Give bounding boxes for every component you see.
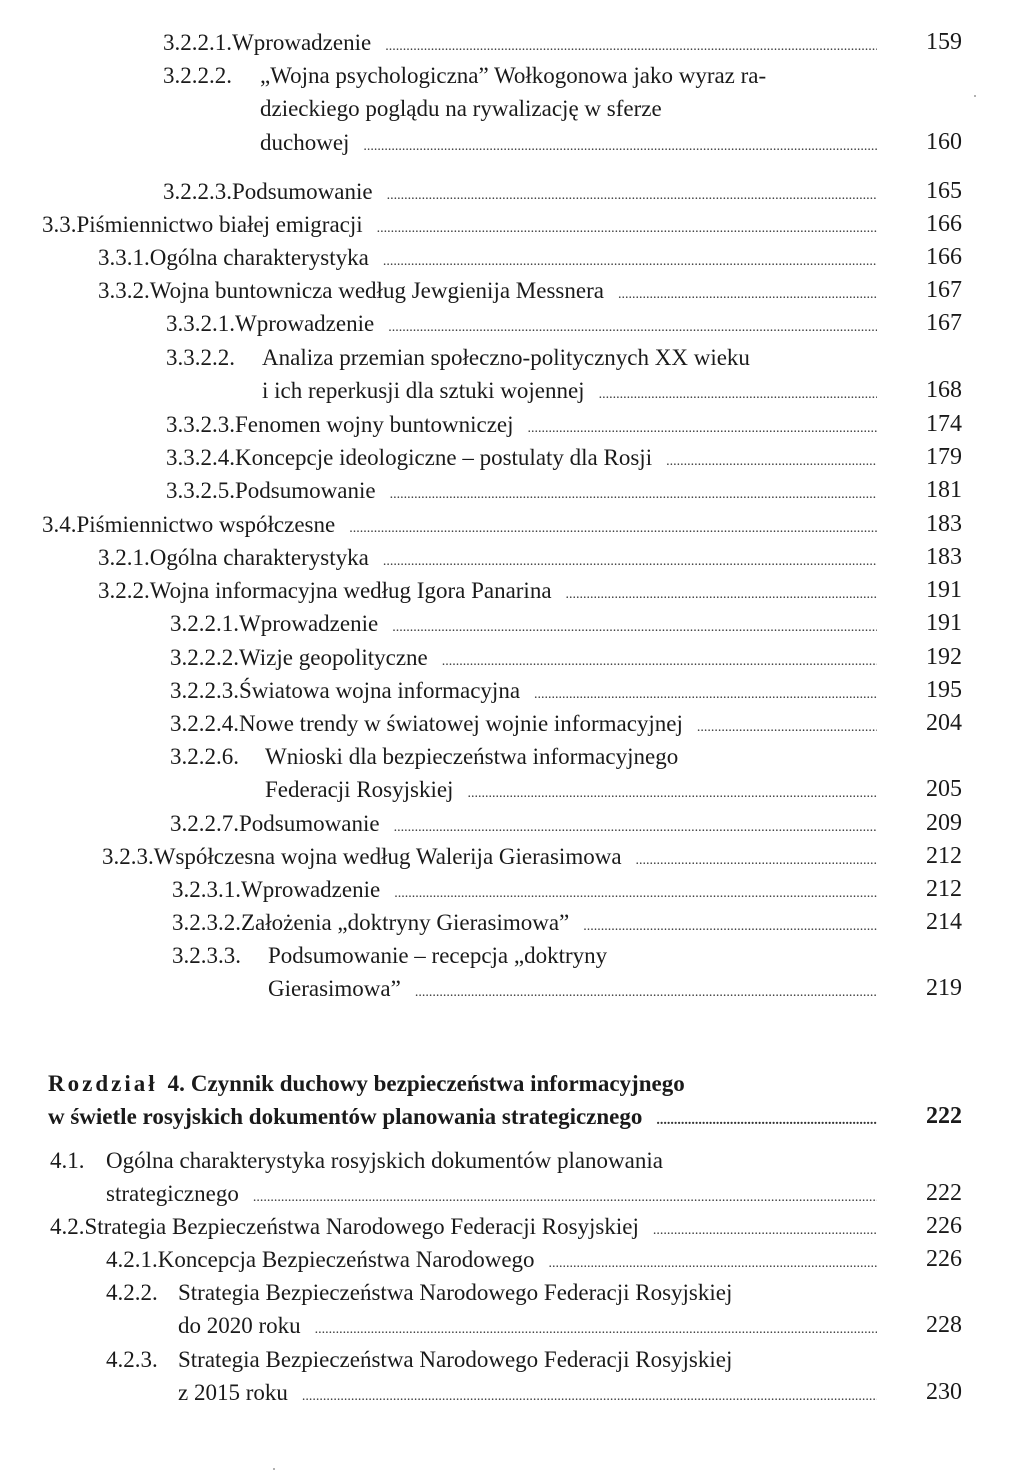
section-number: 3.3. [42, 212, 77, 237]
section-title: Federacji Rosyjskiej [265, 777, 454, 803]
section-number: 3.4. [42, 512, 77, 537]
toc-entry-line [166, 474, 962, 511]
page-number: 167 [926, 277, 962, 303]
section-number: 3.2.2.2. [170, 645, 239, 670]
page-number: 195 [926, 677, 962, 703]
toc-entry-line [98, 541, 962, 578]
section-title: Wprowadzenie [232, 30, 372, 55]
section-number: 3.2.1. [98, 545, 150, 570]
section-title: „Wojna psychologiczna” Wołkogonowa jako wyraz ra- [260, 63, 767, 88]
section-title: Koncepcja Bezpieczeństwa Narodowego [157, 1247, 535, 1272]
chapter-heading-line [48, 1067, 685, 1100]
page-number: 226 [926, 1213, 962, 1239]
section-number: 3.2.2.7. [170, 811, 239, 836]
page-number: 222 [926, 1180, 962, 1207]
page-number: 204 [926, 710, 962, 736]
section-title: Wizje geopolityczne [239, 645, 428, 670]
section-number: 3.3.2.2. [166, 345, 235, 370]
section-title: Koncepcje ideologiczne – postulaty dla Rosji [235, 445, 653, 470]
page-number: 192 [926, 644, 962, 670]
section-number: 4.2.1. [106, 1247, 158, 1272]
section-number: 3.2.3.3. [172, 943, 241, 968]
toc-entry-line [166, 408, 962, 445]
toc-entry-line [163, 175, 962, 212]
page-number: 181 [926, 477, 962, 503]
section-number: 3.2.2.1. [163, 30, 232, 55]
toc-entry-line [172, 906, 962, 943]
section-title: Nowe trendy w światowej wojnie informacyjnej [239, 711, 683, 736]
page-number: 205 [926, 776, 962, 803]
section-number: 3.3.2.4. [166, 445, 235, 470]
section-title: Współczesna wojna według Walerija Gierasimowa [153, 844, 622, 869]
page-number: 168 [926, 377, 962, 404]
section-title: Gierasimowa” [268, 976, 401, 1002]
page-number: 166 [926, 211, 962, 237]
section-number: 4.2.3. [106, 1347, 158, 1372]
section-number: 4.2.2. [106, 1280, 158, 1305]
section-title: Analiza przemian społeczno-politycznych XX wieku [262, 345, 750, 370]
page-number: 183 [926, 511, 962, 537]
section-title: Założenia „doktryny Gierasimowa” [241, 910, 570, 935]
toc-entry-line [98, 574, 962, 611]
section-title: Piśmiennictwo białej emigracji [76, 212, 363, 237]
toc-entry-line [106, 1177, 962, 1214]
chapter-heading-line [48, 1100, 962, 1137]
section-title: Wprowadzenie [235, 311, 375, 336]
section-title: Ogólna charakterystyka rosyjskich dokumentów planowania [106, 1148, 663, 1173]
section-title: Piśmiennictwo współczesne [76, 512, 336, 537]
section-title: z 2015 roku [178, 1380, 288, 1406]
section-title: Podsumowanie [232, 179, 373, 204]
dot-leader [583, 910, 877, 943]
section-number: 3.3.2.1. [166, 311, 235, 336]
page-number: 228 [926, 1312, 962, 1339]
page-number: 159 [926, 29, 962, 55]
section-number: 3.2.2.6. [170, 744, 239, 769]
section-number: 3.3.2.3. [166, 412, 235, 437]
toc-entry-line [178, 1309, 962, 1346]
page-number: 222 [926, 1103, 962, 1129]
section-number: 3.2.2.3. [170, 678, 239, 703]
chapter-title: Czynnik duchowy bezpieczeństwa informacyjnego [190, 1071, 685, 1096]
toc-entry-line [260, 126, 962, 163]
toc-entry-line [172, 939, 607, 972]
toc-entry-line [50, 1210, 962, 1247]
toc-entry-line [260, 92, 662, 125]
section-title: Wnioski dla bezpieczeństwa informacyjnego [265, 744, 679, 769]
toc-entry-line [170, 740, 678, 773]
section-number: 3.2.3.2. [172, 910, 241, 935]
toc-entry-line [166, 341, 750, 374]
toc-entry-line [98, 241, 962, 278]
section-number: 4.1. [50, 1148, 85, 1173]
section-title: Wprowadzenie [239, 611, 379, 636]
dot-leader [315, 1313, 877, 1346]
toc-entry-line [170, 607, 962, 644]
toc-entry-line [163, 26, 962, 63]
toc-entry-line [166, 307, 962, 344]
section-number: 3.2.2.2. [163, 63, 232, 88]
section-title: i ich reperkusji dla sztuki wojennej [262, 378, 585, 404]
section-title: Wojna buntownicza według Jewgienija Messnera [149, 278, 604, 303]
dot-leader [467, 777, 877, 810]
toc-entry-line [166, 441, 962, 478]
section-number: 3.2.2.3. [163, 179, 232, 204]
dot-leader [388, 311, 877, 344]
section-number: 3.2.2.1. [170, 611, 239, 636]
toc-entry-line [50, 1144, 663, 1177]
page-number: 214 [926, 909, 962, 935]
page-number: 219 [926, 975, 962, 1002]
dot-leader [697, 711, 877, 744]
dot-leader [656, 1104, 877, 1137]
toc-entry-line [170, 641, 962, 678]
chapter-label: Rozdział [48, 1071, 158, 1096]
section-title: Ogólna charakterystyka [149, 245, 369, 270]
section-title: Strategia Bezpieczeństwa Narodowego Federacji Rosyjskiej [178, 1280, 733, 1305]
section-number: 3.2.2.4. [170, 711, 239, 736]
section-number: 3.3.2. [98, 278, 150, 303]
dot-leader [302, 1380, 877, 1413]
toc-entry-line [106, 1343, 732, 1376]
section-number: 3.2.3.1. [172, 877, 241, 902]
chapter-title: w świetle rosyjskich dokumentów planowania strategicznego [48, 1104, 643, 1129]
section-number: 3.3.2.5. [166, 478, 235, 503]
toc-entry-line [102, 840, 962, 877]
toc-entry-line [172, 873, 962, 910]
page-number: 209 [926, 810, 962, 836]
section-title: Ogólna charakterystyka [149, 545, 369, 570]
toc-entry-line [106, 1243, 962, 1280]
page-number: 166 [926, 244, 962, 270]
toc-entry-line [106, 1276, 732, 1309]
scan-speck [273, 1468, 275, 1470]
toc-entry-line [265, 773, 962, 810]
scan-speck [974, 95, 976, 97]
section-title: Fenomen wojny buntowniczej [235, 412, 514, 437]
toc-entry-line [42, 208, 962, 245]
section-title: dzieckiego poglądu na rywalizację w sferze [260, 96, 662, 122]
section-title: Podsumowanie – recepcja „doktryny [268, 943, 608, 968]
toc-entry-line [170, 707, 962, 744]
section-number: 4.2. [50, 1214, 85, 1239]
dot-leader [392, 611, 877, 644]
dot-leader [390, 478, 877, 511]
section-title: Podsumowanie [239, 811, 380, 836]
toc-entry-line [170, 807, 962, 844]
page-number: 191 [926, 610, 962, 636]
section-title: Wprowadzenie [241, 877, 381, 902]
section-title: do 2020 roku [178, 1313, 301, 1339]
page-number: 226 [926, 1246, 962, 1272]
toc-entry-line [262, 374, 962, 411]
toc-entry-line [268, 972, 962, 1009]
section-title: duchowej [260, 129, 350, 155]
section-title: Strategia Bezpieczeństwa Narodowego Federacji Rosyjskiej [84, 1214, 639, 1239]
page-number: 179 [926, 444, 962, 470]
page-number: 167 [926, 310, 962, 336]
toc-entry-line [98, 274, 962, 311]
page-number: 230 [926, 1379, 962, 1406]
page-number: 165 [926, 178, 962, 204]
section-title: Światowa wojna informacyjna [239, 678, 521, 703]
section-number: 3.3.1. [98, 245, 150, 270]
page-number: 212 [926, 843, 962, 869]
section-title: strategicznego [106, 1181, 239, 1207]
section-title: Podsumowanie [235, 478, 376, 503]
dot-leader [599, 378, 877, 411]
toc-entry-line [178, 1376, 962, 1413]
page-number: 160 [926, 128, 962, 155]
section-title: Strategia Bezpieczeństwa Narodowego Federacji Rosyjskiej [178, 1347, 733, 1372]
page-number: 174 [926, 411, 962, 437]
page-number: 191 [926, 577, 962, 603]
toc-entry-line [42, 508, 962, 545]
page-number: 183 [926, 544, 962, 570]
dot-leader [363, 130, 877, 163]
toc-entry-line [170, 674, 962, 711]
section-title: Wojna informacyjna według Igora Panarina [149, 578, 552, 603]
dot-leader [415, 976, 877, 1009]
section-number: 3.2.2. [98, 578, 150, 603]
section-number: 3.2.3. [102, 844, 154, 869]
page-number: 212 [926, 876, 962, 902]
chapter-number: 4. [167, 1071, 185, 1096]
toc-entry-line [163, 59, 766, 92]
